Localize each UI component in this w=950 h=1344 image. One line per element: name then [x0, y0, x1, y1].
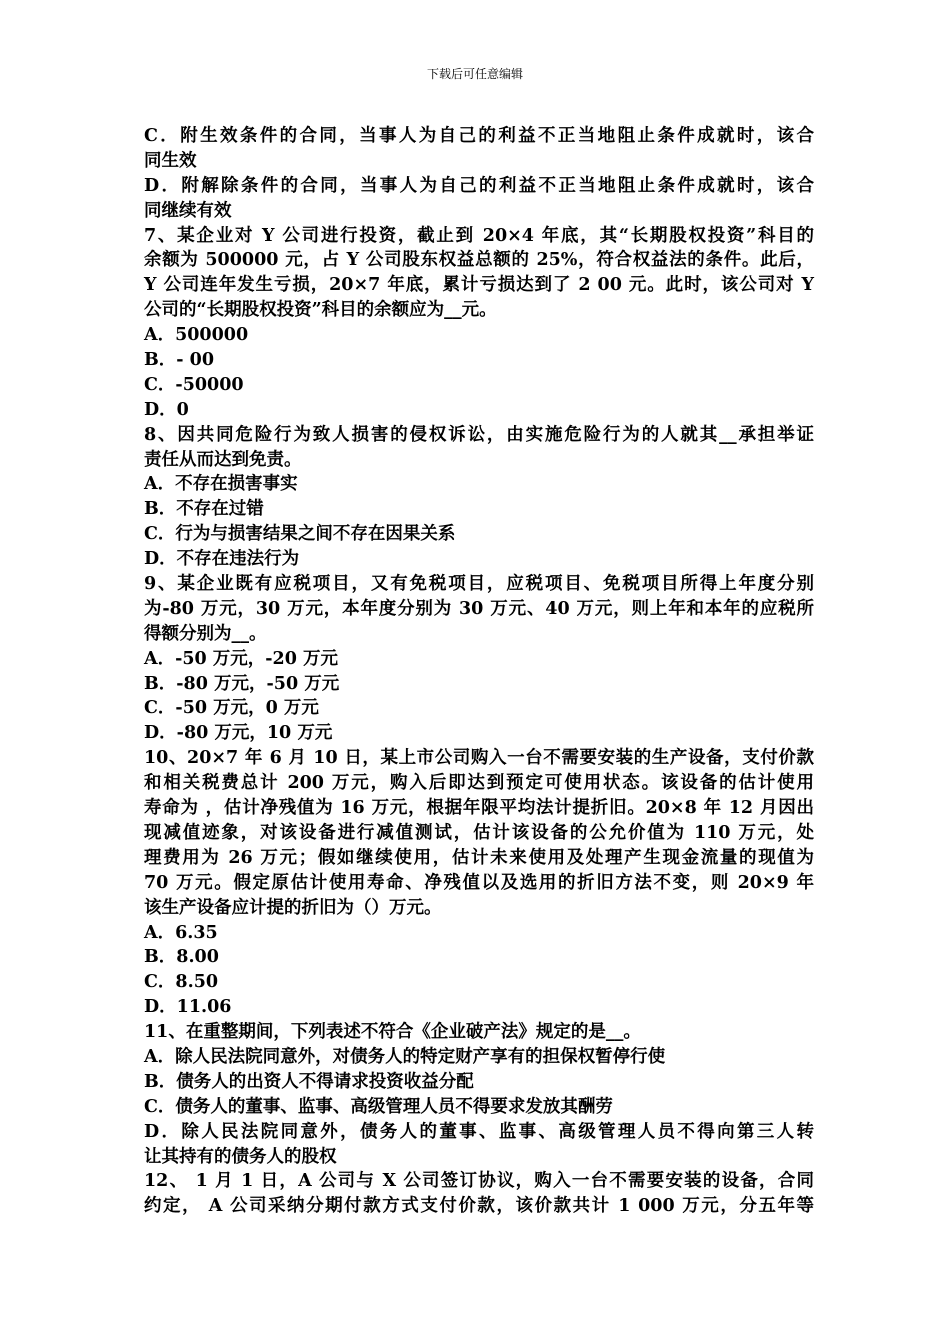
text-line: 该生产设备应计提的折旧为（）万元。: [144, 897, 442, 918]
text-line: D．附解除条件的合同，当事人为自己的利益不正当地阻止条件成就时，该合: [144, 175, 814, 196]
text-line: 同继续有效: [144, 200, 232, 221]
text-line: C．-50000: [144, 374, 244, 395]
text-line: 9、某企业既有应税项目，又有免税项目，应税项目、免税项目所得上年度分别: [144, 574, 814, 595]
text-line: C．-50 万元，0 万元: [144, 698, 319, 719]
text-line: A．除人民法院同意外，对债务人的特定财产享有的担保权暂停行使: [144, 1046, 666, 1067]
text-line: 责任从而达到免责。: [144, 449, 302, 470]
text-line: 约定， A 公司采纳分期付款方式支付价款，该价款共计 1 000 万元，分五年等: [144, 1196, 814, 1217]
text-line: A．-50 万元，-20 万元: [144, 648, 338, 669]
text-line: 余额为 500000 元，占 Y 公司股东权益总额的 25%，符合权益法的条件。此后，: [144, 250, 814, 271]
text-line: D．不存在违法行为: [144, 549, 300, 570]
text-line: D．-80 万元，10 万元: [144, 723, 333, 744]
text-line: 让其持有的债务人的股权: [144, 1146, 337, 1167]
text-line: 10、20×7 年 6 月 10 日，某上市公司购入一台不需要安装的生产设备，支付价款: [144, 748, 814, 769]
text-line: B．8.00: [144, 947, 219, 968]
text-line: A．500000: [144, 325, 249, 346]
text-line: 7、某企业对 Y 公司进行投资，截止到 20×4 年底，其“长期股权投资”科目的: [144, 225, 814, 246]
text-line: C．附生效条件的合同，当事人为自己的利益不正当地阻止条件成就时，该合: [144, 126, 814, 146]
text-line: C．行为与损害结果之间不存在因果关系: [144, 524, 456, 545]
page-header: 下载后可任意编辑: [426, 67, 523, 81]
text-line: A．不存在损害事实: [144, 474, 298, 495]
text-line: A．6.35: [144, 922, 218, 943]
text-line: C．8.50: [144, 972, 219, 993]
text-line: 理费用为 26 万元；假如继续使用，估计未来使用及处理产生现金流量的现值为: [144, 847, 814, 868]
text-line: 70 万元。假定原估计使用寿命、净残值以及选用的折旧方法不变，则 20×9 年: [144, 872, 814, 893]
text-line: 现减值迹象，对该设备进行减值测试，估计该设备的公允价值为 110 万元，处: [144, 822, 814, 843]
text-line: 同生效: [144, 150, 197, 171]
text-line: D．0: [144, 399, 189, 420]
text-line: B．-80 万元，-50 万元: [144, 673, 340, 694]
text-line: C．债务人的董事、监事、高级管理人员不得要求发放其酬劳: [144, 1096, 613, 1117]
text-line: B．- 00: [144, 350, 214, 371]
text-line: 12、 1 月 1 日，A 公司与 X 公司签订协议，购入一台不需要安装的设备，合同: [144, 1171, 814, 1192]
text-line: D．11.06: [144, 997, 232, 1018]
text-line: 寿命为 ，估计净残值为 16 万元，根据年限平均法计提折旧。20×8 年 12 月因出: [144, 798, 814, 819]
text-line: B．债务人的出资人不得请求投资收益分配: [144, 1071, 474, 1092]
text-line: 和相关税费总计 200 万元，购入后即达到预定可使用状态。该设备的估计使用: [144, 773, 814, 794]
text-line: 得额分别为__。: [144, 623, 267, 644]
text-line: 11、在重整期间，下列表述不符合《企业破产法》规定的是__。: [144, 1022, 641, 1043]
text-line: D．除人民法院同意外，债务人的董事、监事、高级管理人员不得向第三人转: [144, 1121, 814, 1142]
text-line: 8、因共同危险行为致人损害的侵权诉讼，由实施危险行为的人就其__承担举证: [144, 424, 814, 445]
text-line: B．不存在过错: [144, 499, 264, 520]
text-line: 为-80 万元，30 万元，本年度分别为 30 万元、40 万元，则上年和本年的应税所: [144, 598, 814, 619]
document-body: [144, 124, 814, 1219]
text-line: 公司的“长期股权投资”科目的余额应为__元。: [144, 300, 497, 321]
text-line: Y 公司连年发生亏损，20×7 年底，累计亏损达到了 2 00 元。此时，该公司对 Y: [144, 275, 814, 296]
